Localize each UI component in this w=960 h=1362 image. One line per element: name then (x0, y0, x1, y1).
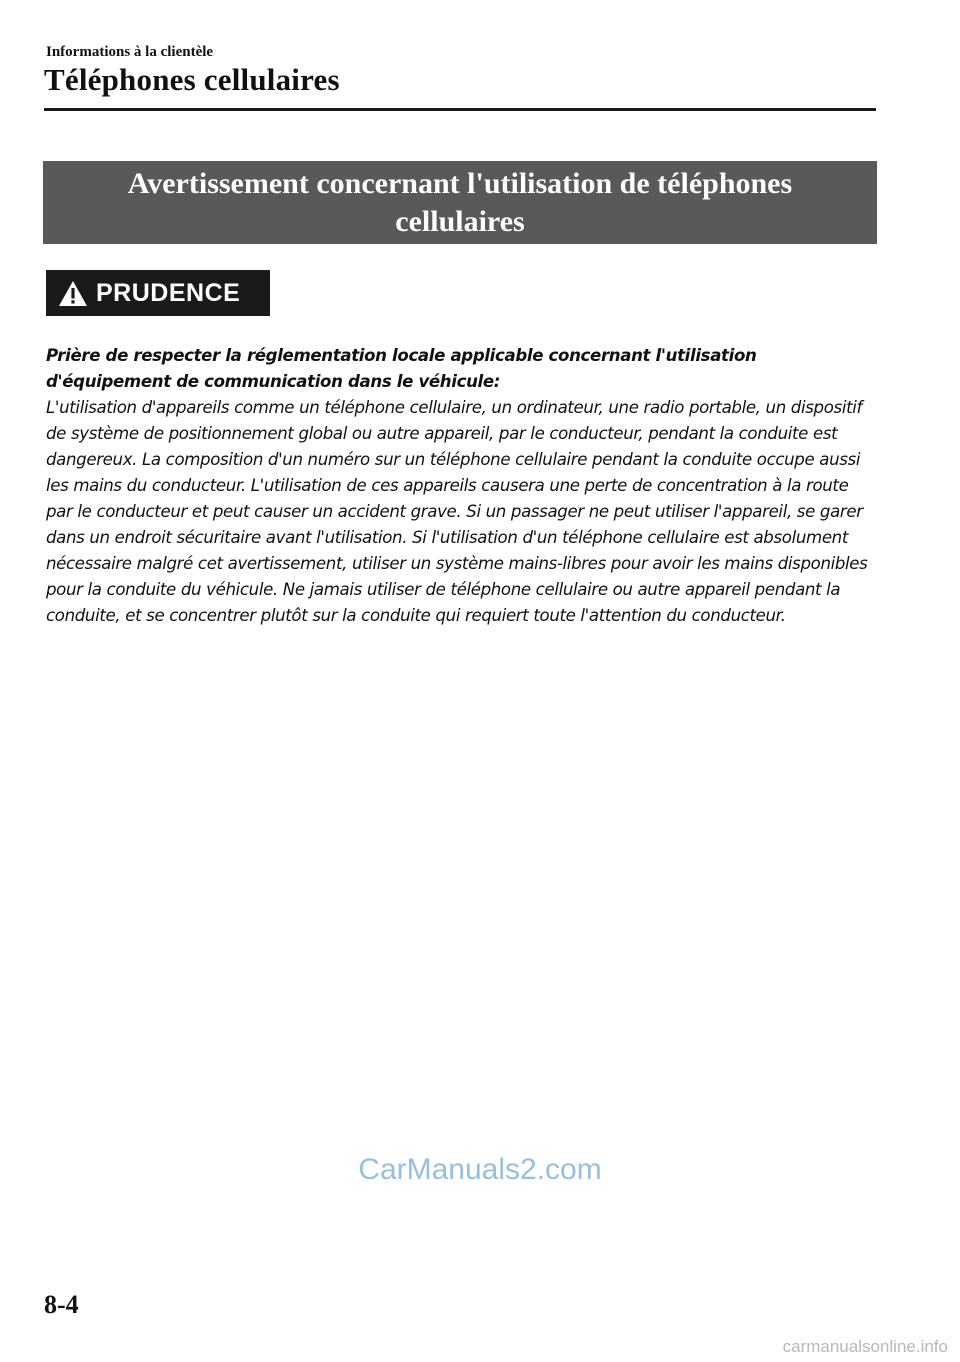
footer-site-watermark: carmanualsonline.info (782, 1337, 948, 1356)
title-divider (44, 108, 876, 111)
breadcrumb: Informations à la clientèle (46, 44, 214, 60)
page-number: 8-4 (44, 1290, 79, 1319)
page-title: Téléphones cellulaires (44, 62, 340, 97)
caution-label (46, 270, 270, 316)
caution-lead: Prière de respecter la réglementation locale applicable concernant l'utilisation d'équipement de communication dans le véhicule: (46, 346, 757, 391)
warning-triangle-icon (58, 280, 88, 307)
caution-label-text: PRUDENCE (96, 278, 241, 307)
watermark-logo: CarManuals2.com (358, 1153, 602, 1186)
caution-body (46, 343, 876, 629)
section-heading: Avertissement concernant l'utilisation de téléphones cellulaires (43, 161, 877, 244)
caution-text: L'utilisation d'appareils comme un téléphone cellulaire, un ordinateur, une radio portable, un dispositif de système de positionnement global ou autre appareil, par le conducteur, pendant la conduite est dangereux. La composition d'un numéro sur un téléphone cellulaire pendant la conduite occupe aussi les mains du conducteur. L'utilisation de ces appareils causera une perte de concentration à la route par le conducteur et peut causer un accident grave. Si un passager ne peut utiliser l'appareil, se garer dans un endroit sécuritaire avant l'utilisation. Si l'utilisation d'un téléphone cellulaire est absolument nécessaire malgré cet avertissement, utiliser un système mains-libres pour avoir les mains disponibles pour la conduite du véhicule. Ne jamais utiliser de téléphone cellulaire ou autre appareil pendant la conduite, et se concentrer plutôt sur la conduite qui requiert toute l'attention du conducteur. (46, 398, 868, 625)
